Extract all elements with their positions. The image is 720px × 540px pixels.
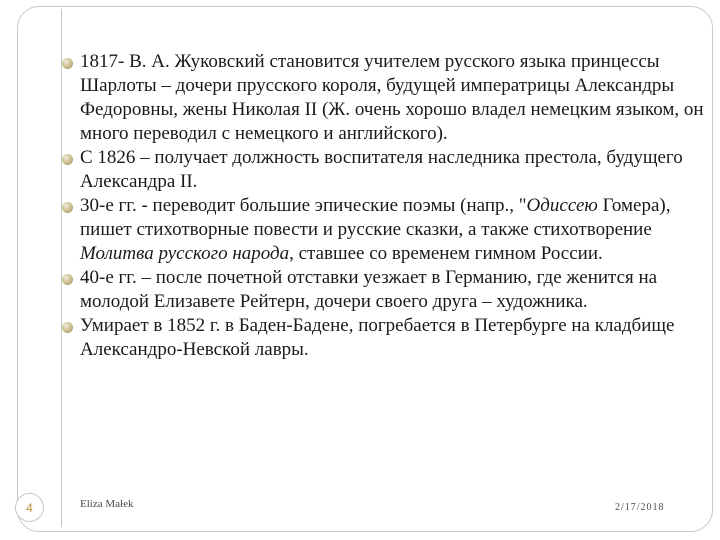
bullet-item [62, 314, 714, 362]
bullet-text: С 1826 – получает должность воспитателя наследника престола, будущего Александра II. [80, 147, 683, 192]
bullet-dot-icon [62, 154, 73, 165]
bullet-text-italic: Молитва русского народа [80, 243, 290, 264]
bullet-text: , ставшее со временем гимном России. [289, 243, 603, 264]
bullet-text: 40-е гг. – после почетной отставки уезжает в Германию, где женится на молодой Елизавете Рейтерн, дочери своего друга – художника. [80, 267, 658, 312]
bullet-item [62, 266, 714, 314]
bullet-text: Гомера), пишет стихотворные повести и русские сказки, а также стихотворение [80, 195, 671, 240]
bullet-text: 1817- В. А. Жуковский становится учителем русского языка принцессы Шарлоты – дочери прусского короля, будущей императрицы Александры Федоровны, жены Николая II (Ж. очень хорошо владел немецким языком, он много переводил с немецкого и английского). [80, 51, 704, 144]
bullet-dot-icon [62, 274, 73, 285]
bullet-item [62, 194, 714, 266]
bullet-text-italic: Одиссею [526, 195, 598, 216]
bullet-list [62, 50, 714, 362]
footer-date: 2/17/2018 [615, 502, 665, 513]
bullet-dot-icon [62, 202, 73, 213]
bullet-text: 30-е гг. - переводит большие эпические поэмы (напр., " [80, 195, 527, 216]
page-number-badge [15, 493, 44, 522]
bullet-dot-icon [62, 58, 73, 69]
footer-author: Eliza Małek [80, 498, 134, 510]
page-number: 4 [26, 501, 33, 515]
bullet-text: Умирает в 1852 г. в Баден-Бадене, погребается в Петербурге на кладбище Александро-Невской лавры. [80, 315, 675, 360]
bullet-item [62, 146, 714, 194]
bullet-item [62, 50, 714, 146]
bullet-dot-icon [62, 322, 73, 333]
